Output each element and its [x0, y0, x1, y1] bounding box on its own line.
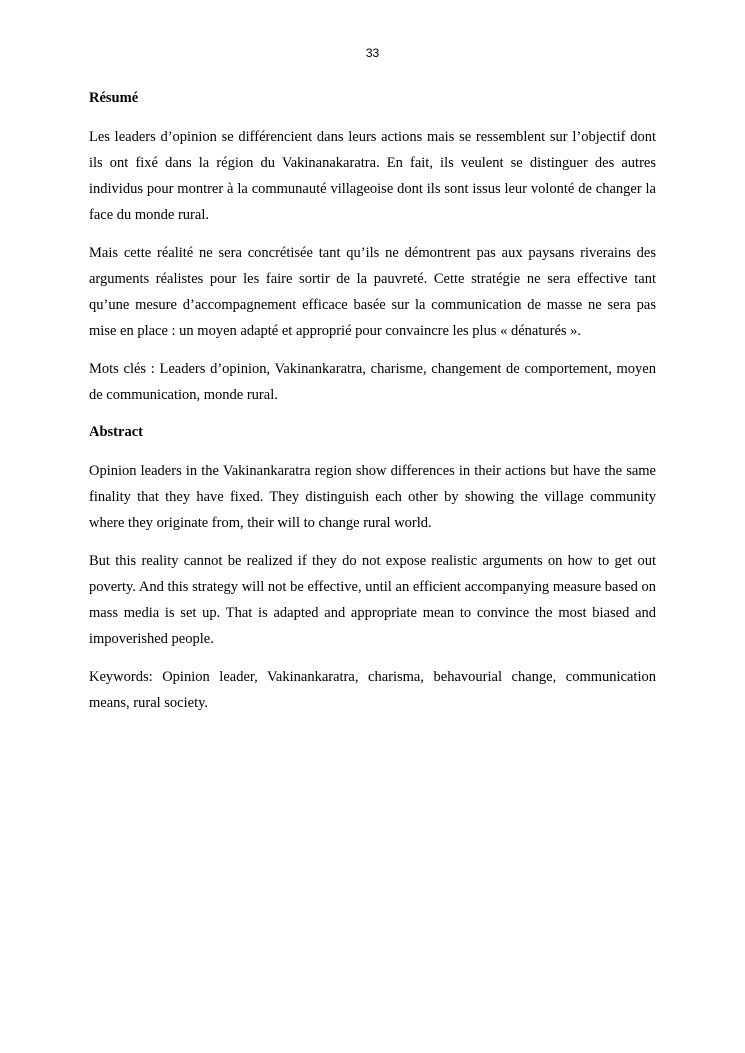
abstract-keywords: Keywords: Opinion leader, Vakinankaratra, charisma, behavourial change, communication means, rural society.	[89, 669, 656, 711]
abstract-paragraph-1: Opinion leaders in the Vakinankaratra region show differences in their actions but have the same finality that they have fixed. They distinguish each other by showing the village community where they originate from, their will to change rural world.	[89, 463, 656, 531]
abstract-heading: Abstract	[89, 424, 143, 440]
page-content	[89, 86, 656, 728]
resume-paragraph-2: Mais cette réalité ne sera concrétisée tant qu’ils ne démontrent pas aux paysans riverains des arguments réalistes pour les faire sortir de la pauvreté. Cette stratégie ne sera effective tant qu’une mesure d’accompagnement efficace basée sur la communication de masse ne sera pas mise en place : un moyen adapté et approprié pour convaincre les plus « dénaturés ».	[89, 245, 656, 339]
abstract-paragraph-2: But this reality cannot be realized if they do not expose realistic arguments on how to get out poverty. And this strategy will not be effective, until an efficient accompanying measure based on mass media is set up. That is adapted and appropriate mean to convince the most biased and impoverished people.	[89, 553, 656, 647]
page-number: 33	[365, 46, 380, 60]
resume-keywords: Mots clés : Leaders d’opinion, Vakinankaratra, charisme, changement de comportement, moyen de communication, monde rural.	[89, 361, 656, 403]
resume-paragraph-1: Les leaders d’opinion se différencient dans leurs actions mais se ressemblent sur l’objectif dont ils ont fixé dans la région du Vakinanakaratra. En fait, ils veulent se distinguer des autres individus pour montrer à la communauté villageoise dont ils sont issus leur volonté de changer la face du monde rural.	[89, 129, 656, 223]
resume-heading: Résumé	[89, 90, 139, 106]
